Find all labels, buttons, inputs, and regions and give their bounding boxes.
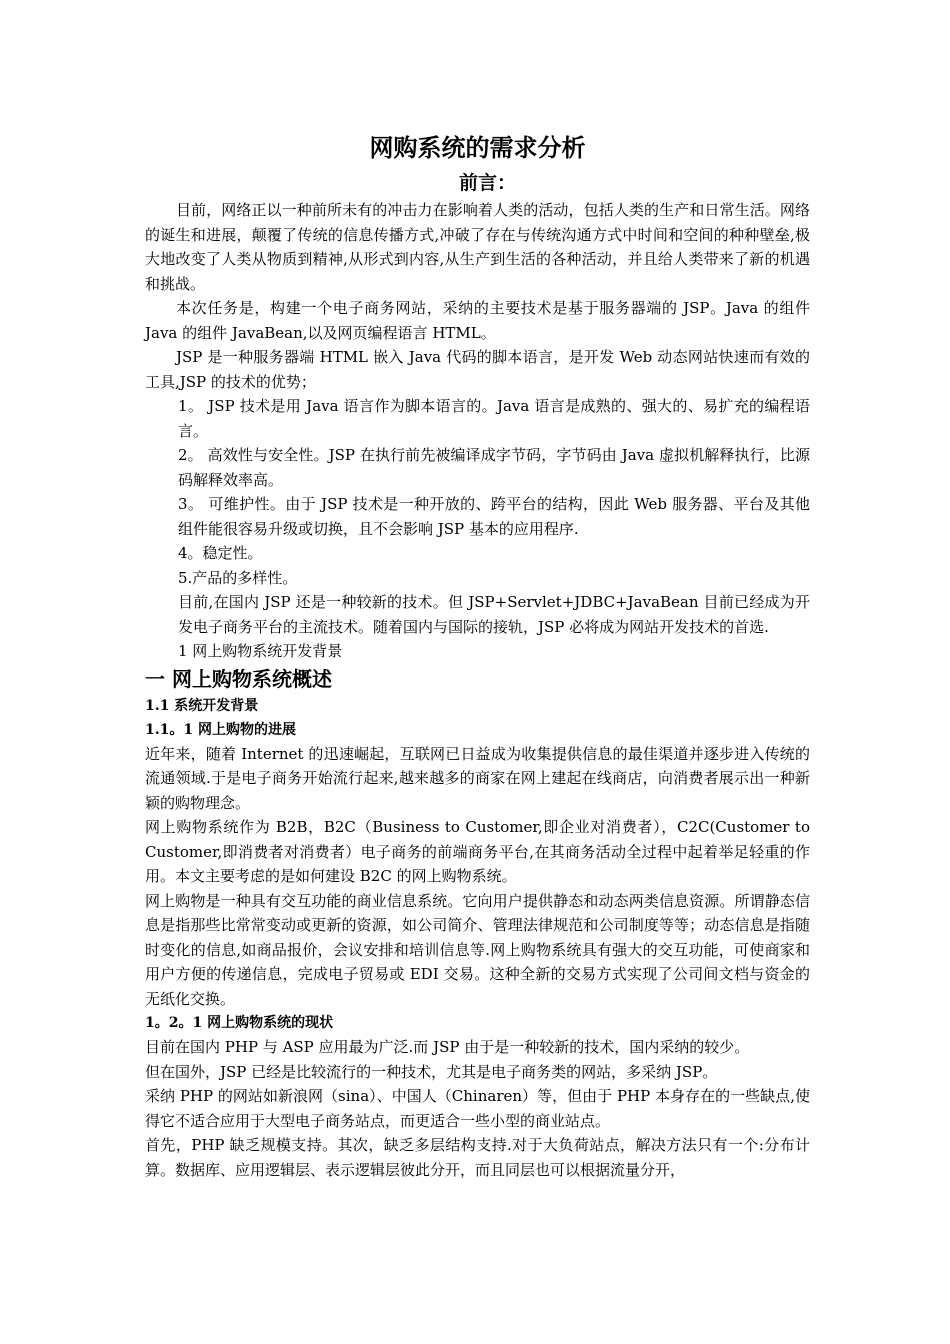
document-body xyxy=(145,128,810,1182)
section-heading: 一 网上购物系统概述 xyxy=(145,666,332,691)
list-item: 3。 可维护性。由于 JSP 技术是一种开放的、跨平台的结构，因此 Web 服务器、平台及其他组件能很容易升级或切换，且不会影响 JSP 基本的应用程序. xyxy=(178,495,810,538)
list-item: 4。稳定性。 xyxy=(178,544,263,562)
subsubsection-heading: 1.1。1 网上购物的进展 xyxy=(145,721,296,738)
list-item: 目前,在国内 JSP 还是一种较新的技术。但 JSP+Servlet+JDBC+JavaBean 目前已经成为开发电子商务平台的主流技术。随着国内与国际的接轨，JSP 必将成为网站开发技术的首选. xyxy=(178,593,810,636)
subsubsection-heading: 1。2。1 网上购物系统的现状 xyxy=(145,1015,334,1031)
list-item: 1。 JSP 技术是用 Java 语言作为脚本语言的。Java 语言是成熟的、强大的、易扩充的编程语言。 xyxy=(178,397,810,440)
subsection-heading: 1.1 系统开发背景 xyxy=(145,697,259,714)
paragraph: 采纳 PHP 的网站如新浪网（sina）、中国人（Chinaren）等，但由于 PHP 本身存在的一些缺点,使得它不适合应用于大型电子商务站点，而更适合一些小型的商业站点。 xyxy=(145,1087,810,1130)
paragraph: 网上购物是一种具有交互功能的商业信息系统。它向用户提供静态和动态两类信息资源。所谓静态信息是指那些比常常变动或更新的资源，如公司简介、管理法律规范和公司制度等等；动态信息是指随时变化的信息,如商品报价，会议安排和培训信息等.网上购物系统具有强大的交互功能，可使商家和用户方便的传递信息，完成电子贸易或 EDI 交易。这种全新的交易方式实现了公司间文档与资金的无纸化交换。 xyxy=(145,891,810,1008)
paragraph: 网上购物系统作为 B2B，B2C（Business to Customer,即企业对消费者），C2C(Customer to Customer,即消费者对消费者）电子商务的前端商务平台,在其商务活动全过程中起着举足轻重的作用。本文主要考虑的是如何建设 B2C 的网上购物系统。 xyxy=(145,818,810,885)
list-item: 5.产品的多样性。 xyxy=(178,568,298,587)
paragraph: 目前，网络正以一种前所未有的冲击力在影响着人类的活动，包括人类的生产和日常生活。网络的诞生和进展，颠覆了传统的信息传播方式,冲破了存在与传统沟通方式中时间和空间的种种壁垒,极大地改变了人类从物质到精神,从形式到内容,从生产到生活的各种活动，并且给人类带来了新的机遇和挑战。 xyxy=(145,201,810,293)
list-item: 2。 高效性与安全性。JSP 在执行前先被编译成字节码，字节码由 Java 虚拟机解释执行，比源码解释效率高。 xyxy=(178,446,810,489)
paragraph: 但在国外，JSP 已经是比较流行的一种技术，尤其是电子商务类的网站，多采纳 JSP。 xyxy=(145,1062,718,1081)
preface-heading: 前言： xyxy=(458,172,516,194)
paragraph: 目前在国内 PHP 与 ASP 应用最为广泛.而 JSP 由于是一种较新的技术，国内采纳的较少。 xyxy=(145,1038,750,1056)
document-title: 网购系统的需求分析 xyxy=(369,133,586,162)
list-item: 1 网上购物系统开发背景 xyxy=(178,642,343,660)
paragraph: 首先，PHP 缺乏规模支持。其次，缺乏多层结构支持.对于大负荷站点，解决方法只有一个:分布计算。数据库、应用逻辑层、表示逻辑层彼此分开，而且同层也可以根据流量分开， xyxy=(145,1136,810,1179)
paragraph: JSP 是一种服务器端 HTML 嵌入 Java 代码的脚本语言，是开发 Web 动态网站快速而有效的工具,JSP 的技术的优势； xyxy=(145,348,810,391)
paragraph: 近年来，随着 Internet 的迅速崛起，互联网已日益成为收集提供信息的最佳渠道并逐步进入传统的流通领域.于是电子商务开始流行起来,越来越多的商家在网上建起在线商店，向消费者展示出一种新颖的购物理念。 xyxy=(145,744,810,812)
paragraph: 本次任务是，构建一个电子商务网站，采纳的主要技术是基于服务器端的 JSP。Java 的组件 Java 的组件 JavaBean,以及网页编程语言 HTML。 xyxy=(145,299,810,342)
